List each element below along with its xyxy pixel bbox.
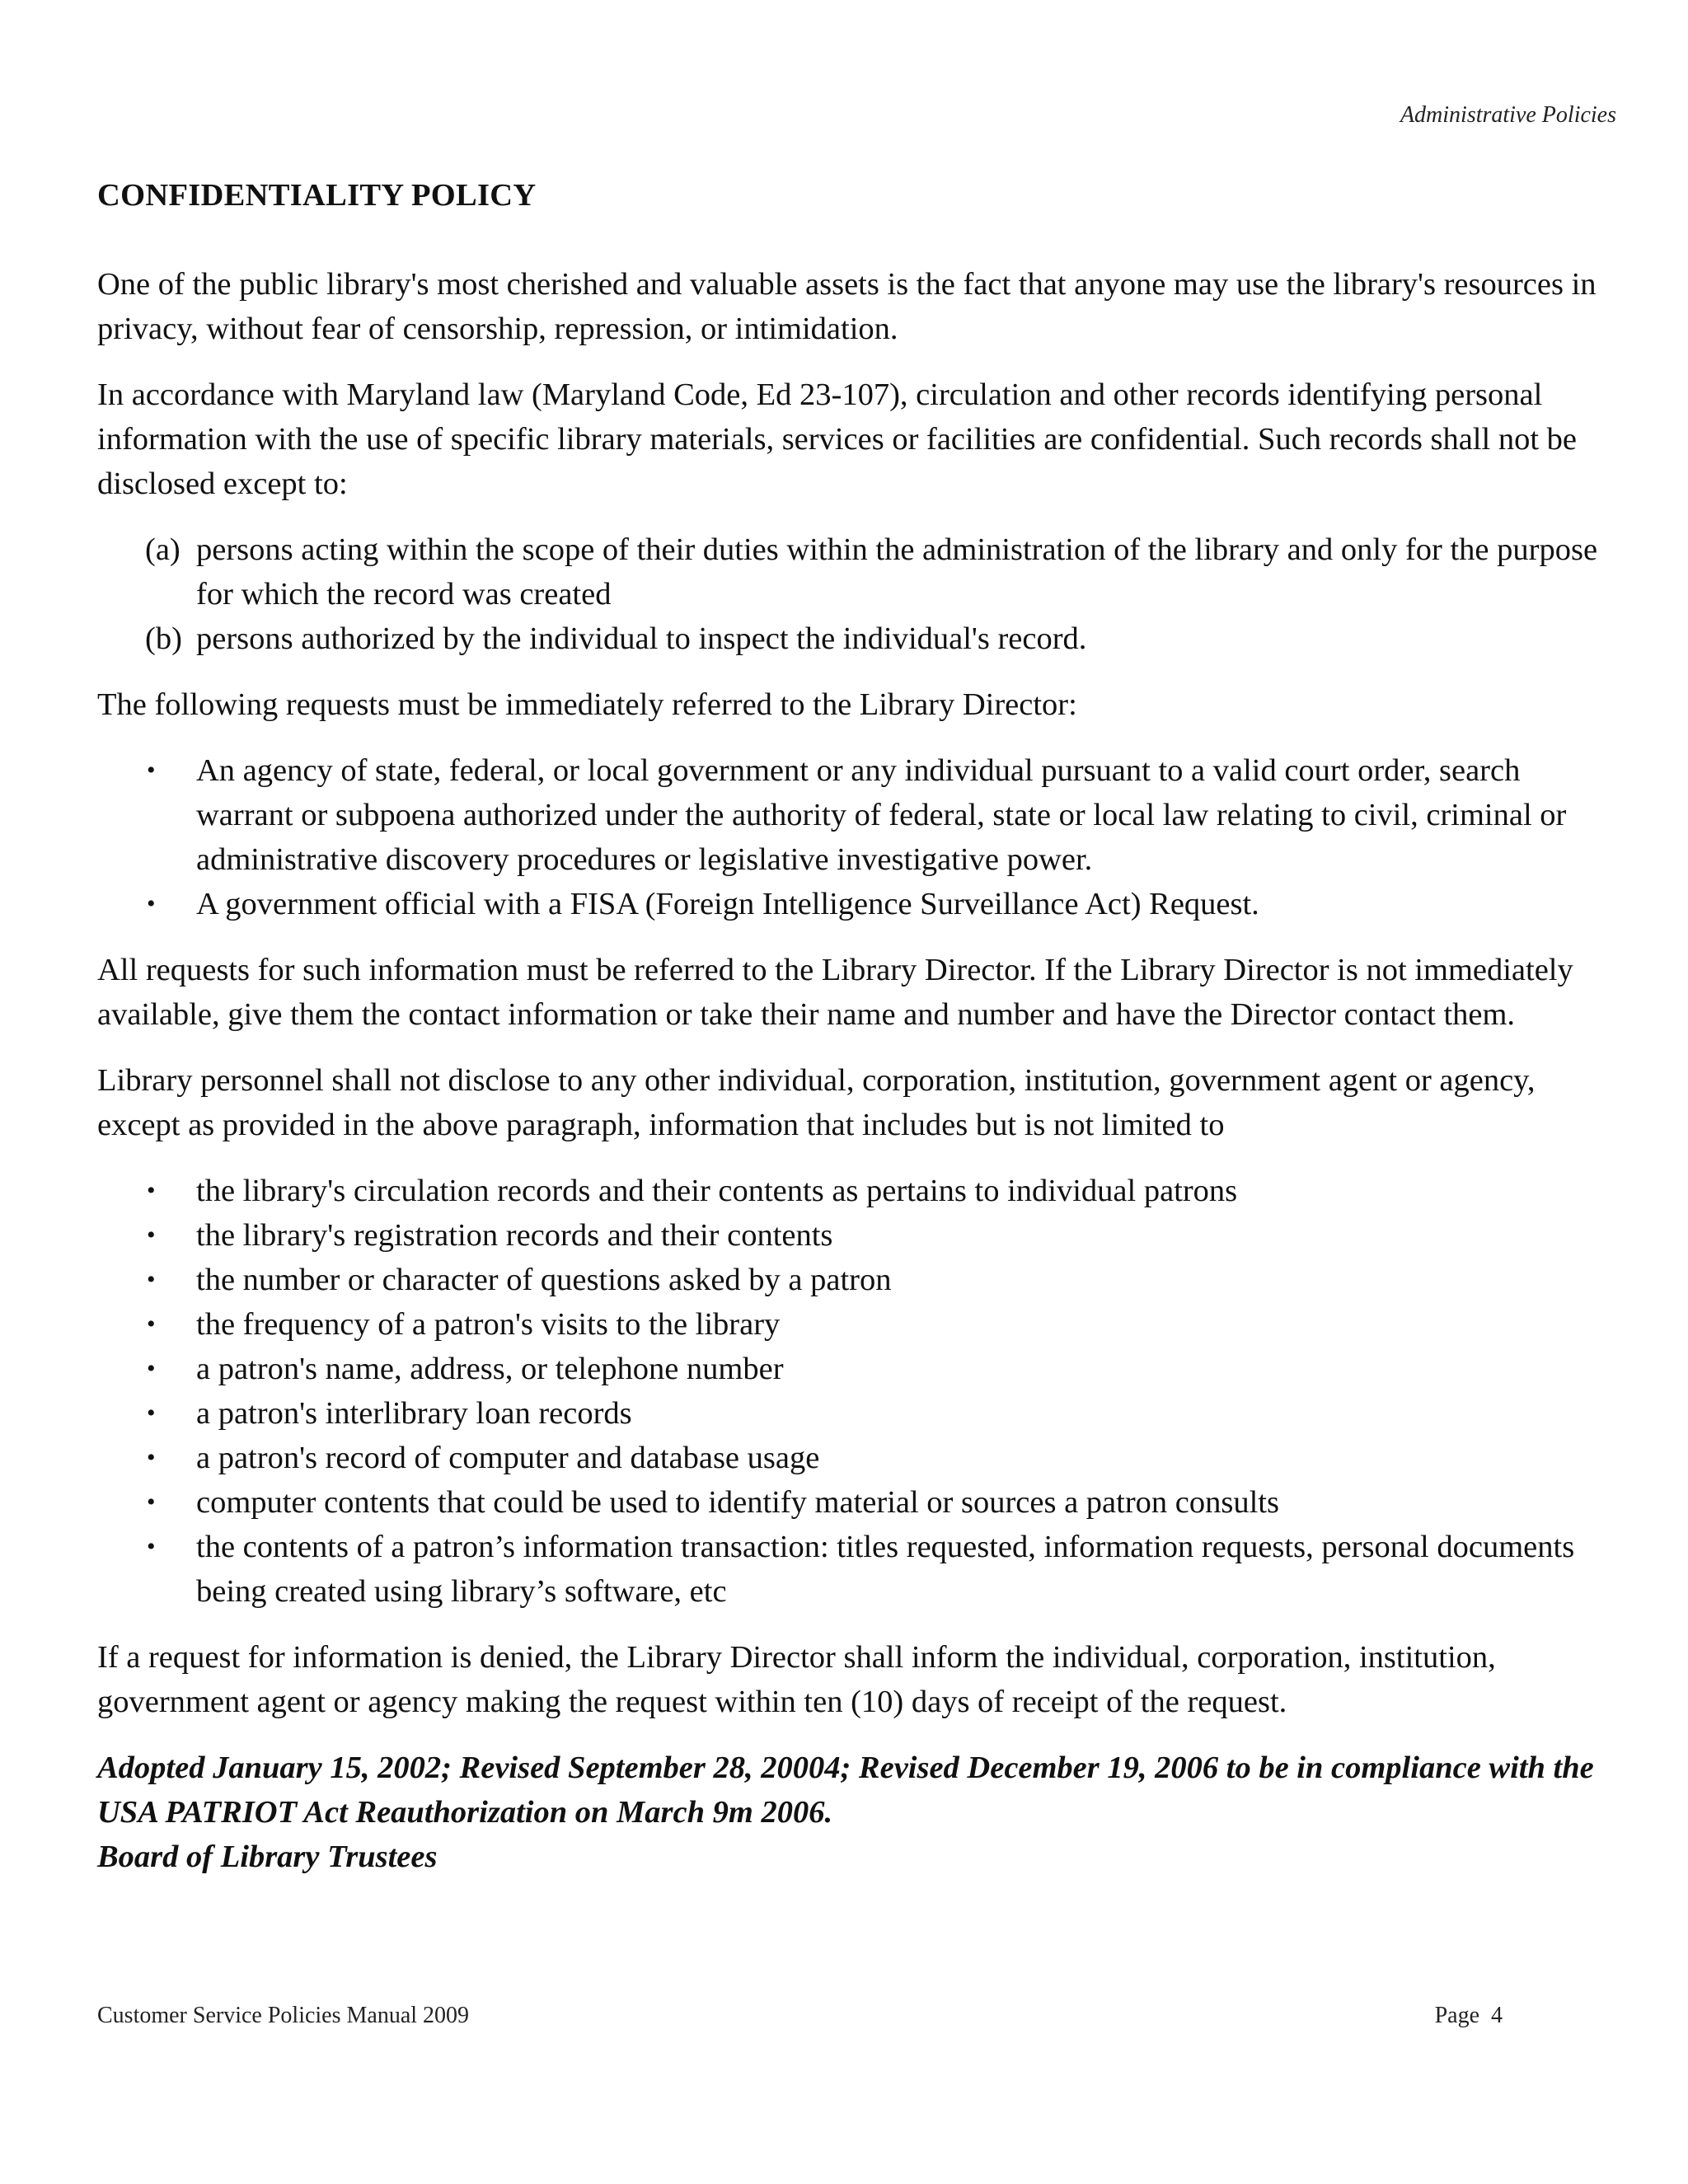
- intro-paragraph: One of the public library's most cherished and valuable assets is the fact that anyone may use the library's resources in privacy, without fear of censorship, repression, or intimidation.: [97, 267, 1597, 346]
- referral-text: A government official with a FISA (Foreign Intelligence Surveillance Act) Request.: [196, 887, 1259, 921]
- protected-text: the library's circulation records and their contents as pertains to individual patrons: [196, 1174, 1238, 1208]
- protected-text: computer contents that could be used to identify material or sources a patron consults: [196, 1485, 1279, 1520]
- policy-title: CONFIDENTIALITY POLICY: [97, 178, 537, 213]
- board-signature: Board of Library Trustees: [97, 1840, 438, 1874]
- policy-body: [97, 173, 1618, 1879]
- protected-item: [97, 1391, 1618, 1436]
- exception-item: [97, 527, 1618, 616]
- protected-text: the number or character of questions asked by a patron: [196, 1263, 892, 1297]
- protected-item: [97, 1302, 1618, 1347]
- manual-title: Customer Service Policies Manual 2009: [97, 2003, 470, 2028]
- bullet-icon: •: [147, 757, 156, 784]
- bullet-icon: •: [147, 1266, 156, 1293]
- exceptions-list: [97, 527, 1618, 661]
- protected-text: a patron's record of computer and database usage: [196, 1441, 820, 1475]
- bullet-icon: •: [147, 1355, 156, 1382]
- bullet-icon: •: [147, 1533, 156, 1560]
- exception-text: persons authorized by the individual to inspect the individual's record.: [196, 621, 1087, 656]
- protected-item: [97, 1169, 1618, 1213]
- bullet-icon: •: [147, 1399, 156, 1427]
- bullet-icon: •: [147, 1444, 156, 1471]
- referral-intro-paragraph: The following requests must be immediately referred to the Library Director:: [97, 687, 1077, 722]
- protected-info-list: [97, 1169, 1618, 1614]
- exception-marker: (b): [145, 621, 182, 656]
- exception-text: persons acting within the scope of their duties within the administration of the library and only for the purpose for which the record was created: [196, 532, 1598, 612]
- protected-text: the frequency of a patron's visits to the library: [196, 1307, 781, 1342]
- running-head: Administrative Policies: [1400, 102, 1616, 128]
- bullet-icon: •: [147, 1221, 156, 1249]
- referral-item: [97, 882, 1618, 926]
- bullet-icon: •: [147, 890, 156, 917]
- personnel-paragraph: Library personnel shall not disclose to any other individual, corporation, institution, government agent or agency, except as provided in the above paragraph, information that includes but is not limited to: [97, 1063, 1536, 1142]
- bullet-icon: •: [147, 1488, 156, 1516]
- law-paragraph: In accordance with Maryland law (Maryland Code, Ed 23-107), circulation and other records identifying personal information with the use of specific library materials, services or facilities are confidential. Such records shall not be disclosed except to:: [97, 377, 1577, 501]
- protected-item: [97, 1525, 1618, 1614]
- protected-text: the library's registration records and their contents: [196, 1218, 833, 1253]
- protected-item: [97, 1436, 1618, 1480]
- referral-text: An agency of state, federal, or local government or any individual pursuant to a valid court order, search warrant or subpoena authorized under the authority of federal, state or local law relating to civil, criminal or administrative discovery procedures or legislative investigative power.: [196, 753, 1567, 877]
- protected-item: [97, 1213, 1618, 1258]
- protected-item: [97, 1480, 1618, 1525]
- referral-item: [97, 748, 1618, 882]
- protected-text: a patron's interlibrary loan records: [196, 1396, 632, 1431]
- adoption-note: Adopted January 15, 2002; Revised September 28, 20004; Revised December 19, 2006 to be in compliance with the USA PATRIOT Act Reauthorization on March 9m 2006.: [97, 1750, 1594, 1830]
- protected-text: the contents of a patron’s information transaction: titles requested, information requests, personal documents being created using library’s software, etc: [196, 1530, 1575, 1609]
- exception-item: [97, 616, 1618, 661]
- bullet-icon: •: [147, 1310, 156, 1338]
- protected-text: a patron's name, address, or telephone number: [196, 1352, 784, 1386]
- denied-paragraph: If a request for information is denied, the Library Director shall inform the individual, corporation, institution, government agent or agency making the request within ten (10) days of receipt of the request.: [97, 1640, 1496, 1719]
- exception-marker: (a): [145, 532, 181, 567]
- page-number: Page 4: [1434, 2003, 1503, 2028]
- referral-list: [97, 748, 1618, 926]
- protected-item: [97, 1258, 1618, 1302]
- protected-item: [97, 1347, 1618, 1391]
- all-requests-paragraph: All requests for such information must be referred to the Library Director. If the Library Director is not immediately available, give them the contact information or take their name and number and have the Director contact them.: [97, 953, 1573, 1032]
- bullet-icon: •: [147, 1177, 156, 1204]
